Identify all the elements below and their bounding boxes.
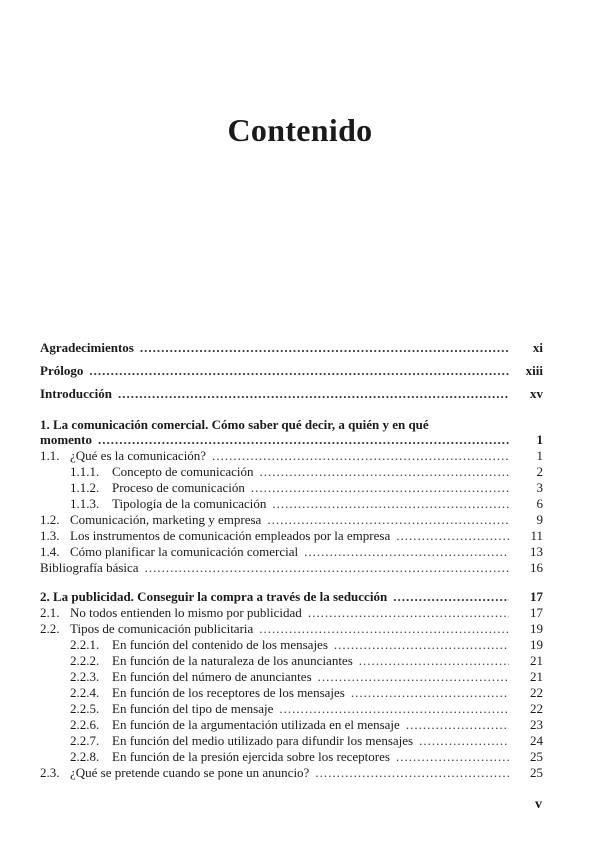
toc-entry[interactable] <box>70 749 543 765</box>
toc-entry[interactable] <box>40 621 543 637</box>
dot-leader <box>308 605 509 621</box>
dot-leader <box>251 480 509 496</box>
toc-entry-label: Comunicación, marketing y empresa <box>70 512 262 527</box>
toc-entry[interactable] <box>70 637 543 653</box>
dot-leader <box>304 544 509 560</box>
toc-entry-label: No todos entienden lo mismo por publicidad <box>70 605 302 620</box>
toc-entry[interactable] <box>40 512 543 528</box>
dot-leader <box>279 701 509 717</box>
toc-entry-label: En función del tipo de mensaje <box>112 701 274 716</box>
toc-entry-label: Prólogo <box>40 363 84 378</box>
page-title: Contenido <box>227 112 373 148</box>
toc-entry[interactable] <box>70 717 543 733</box>
toc-entry-number: 2.2.3. <box>70 669 100 684</box>
toc-entry-label: momento <box>40 432 92 447</box>
toc-entry-introduccion[interactable] <box>40 386 543 402</box>
dot-leader <box>145 560 509 576</box>
dot-leader <box>118 386 509 402</box>
toc-entry-page: 2 <box>536 464 543 479</box>
toc-entry-number: 1.1. <box>40 448 60 463</box>
toc-entry-label: Concepto de comunicación <box>112 464 254 479</box>
toc-entry-page: 1 <box>536 448 543 463</box>
toc-entry-number: 2.2.5. <box>70 701 100 716</box>
toc-entry-label: ¿Qué es la comunicación? <box>70 448 207 463</box>
dot-leader <box>396 749 509 765</box>
dot-leader <box>260 464 509 480</box>
toc-entry-label: En función de los receptores de los mensajes <box>112 685 345 700</box>
toc-entry[interactable] <box>40 448 543 464</box>
toc-entry-label: Proceso de comunicación <box>112 480 245 495</box>
toc-entry-label: Tipología de la comunicación <box>112 496 267 511</box>
toc-entry-page: 6 <box>536 496 543 511</box>
toc-entry-page: 13 <box>530 544 543 559</box>
toc-entry-number: 1.1.1. <box>70 464 100 479</box>
toc-entry-page: 22 <box>530 701 543 716</box>
toc-entry-page: xi <box>532 340 543 355</box>
toc-entry-label: En función del medio utilizado para difundir los mensajes <box>112 733 414 748</box>
dot-leader <box>140 340 509 356</box>
toc-entry[interactable] <box>70 480 543 496</box>
dot-leader <box>351 685 509 701</box>
toc-entry-agradecimientos[interactable] <box>40 340 543 356</box>
toc-entry[interactable] <box>70 464 543 480</box>
toc-entry-label: ¿Qué se pretende cuando se pone un anuncio? <box>70 765 310 780</box>
toc-entry[interactable] <box>70 733 543 749</box>
toc-entry-page: 23 <box>530 717 543 732</box>
chapter-1-title-cont[interactable] <box>40 432 543 448</box>
toc-entry-label: En función del contenido de los mensajes <box>112 637 328 652</box>
toc-entry-number: 2.2.4. <box>70 685 100 700</box>
toc-entry[interactable] <box>70 669 543 685</box>
toc-entry-page: 3 <box>536 480 543 495</box>
page-number: v <box>535 797 542 812</box>
toc-entry-label: En función de la argumentación utilizada en el mensaje <box>112 717 400 732</box>
toc-entry-number: 1.1.2. <box>70 480 100 495</box>
toc-entry[interactable] <box>40 605 543 621</box>
dot-leader <box>393 589 509 605</box>
toc-entry-page: 19 <box>530 637 543 652</box>
toc-entry-number: 1.2. <box>40 512 60 527</box>
toc-entry-label: Tipos de comunicación publicitaria <box>70 621 254 636</box>
toc-entry-page: 25 <box>530 765 543 780</box>
toc-entry-label: Los instrumentos de comunicación empleados por la empresa <box>70 528 391 543</box>
toc-entry-bibliografia[interactable] <box>40 560 543 576</box>
toc-entry-label: Introducción <box>40 386 112 401</box>
toc-entry-number: 1.3. <box>40 528 60 543</box>
toc-entry[interactable] <box>40 528 543 544</box>
toc-entry[interactable] <box>70 496 543 512</box>
toc-entry-label: En función del número de anunciantes <box>112 669 312 684</box>
chapter-1-title[interactable]: 1. La comunicación comercial. Cómo saber qué decir, a quién y en qué <box>40 417 429 432</box>
dot-leader <box>272 496 509 512</box>
toc-entry[interactable] <box>70 685 543 701</box>
toc-entry-page: xv <box>530 386 543 401</box>
toc-entry-page: 11 <box>530 528 543 543</box>
dot-leader <box>212 448 509 464</box>
dot-leader <box>359 653 509 669</box>
toc-entry[interactable] <box>40 765 543 781</box>
toc-entry-page: 21 <box>530 669 543 684</box>
dot-leader <box>396 528 509 544</box>
dot-leader <box>267 512 509 528</box>
toc-entry-prologo[interactable] <box>40 363 543 379</box>
toc-entry-number: 2.2. <box>40 621 60 636</box>
toc-entry-page: 17 <box>530 605 543 620</box>
toc-entry-number: 1.4. <box>40 544 60 559</box>
toc-entry-number: 1.1.3. <box>70 496 100 511</box>
dot-leader <box>259 621 509 637</box>
toc-entry-number: 2.2.7. <box>70 733 100 748</box>
toc-entry-page: 22 <box>530 685 543 700</box>
dot-leader <box>318 669 509 685</box>
toc-entry-page: 25 <box>530 749 543 764</box>
dot-leader <box>98 432 509 448</box>
toc-entry-number: 2.2.6. <box>70 717 100 732</box>
toc-entry-page: 24 <box>530 733 543 748</box>
toc-entry-page: 9 <box>536 512 543 527</box>
toc-entry-number: 2.1. <box>40 605 60 620</box>
toc-entry-page: 21 <box>530 653 543 668</box>
toc-entry-page: 19 <box>530 621 543 636</box>
toc-entry-label: Agradecimientos <box>40 340 134 355</box>
toc-entry-label: En función de la presión ejercida sobre los receptores <box>112 749 390 764</box>
toc-entry-number: 2.2.1. <box>70 637 100 652</box>
toc-entry[interactable] <box>70 653 543 669</box>
toc-entry[interactable] <box>70 701 543 717</box>
chapter-2-title[interactable] <box>40 589 543 605</box>
toc-entry-number: 2.3. <box>40 765 60 780</box>
toc-entry-page: 17 <box>530 589 543 604</box>
dot-leader <box>89 363 509 379</box>
toc-entry-page: 16 <box>530 560 543 575</box>
dot-leader <box>419 733 509 749</box>
dot-leader <box>315 765 509 781</box>
dot-leader <box>334 637 509 653</box>
toc-entry-label: En función de la naturaleza de los anunciantes <box>112 653 353 668</box>
toc-entry-label: Bibliografía básica <box>40 560 139 575</box>
toc-entry-label: Cómo planificar la comunicación comercial <box>70 544 299 559</box>
toc-entry-page: 1 <box>536 432 543 447</box>
toc-entry[interactable] <box>40 544 543 560</box>
toc-entry-number: 2.2.8. <box>70 749 100 764</box>
toc-entry-label: 2. La publicidad. Conseguir la compra a través de la seducción <box>40 589 388 604</box>
toc-entry-page: xiii <box>525 363 543 378</box>
toc-entry-number: 2.2.2. <box>70 653 100 668</box>
dot-leader <box>406 717 509 733</box>
